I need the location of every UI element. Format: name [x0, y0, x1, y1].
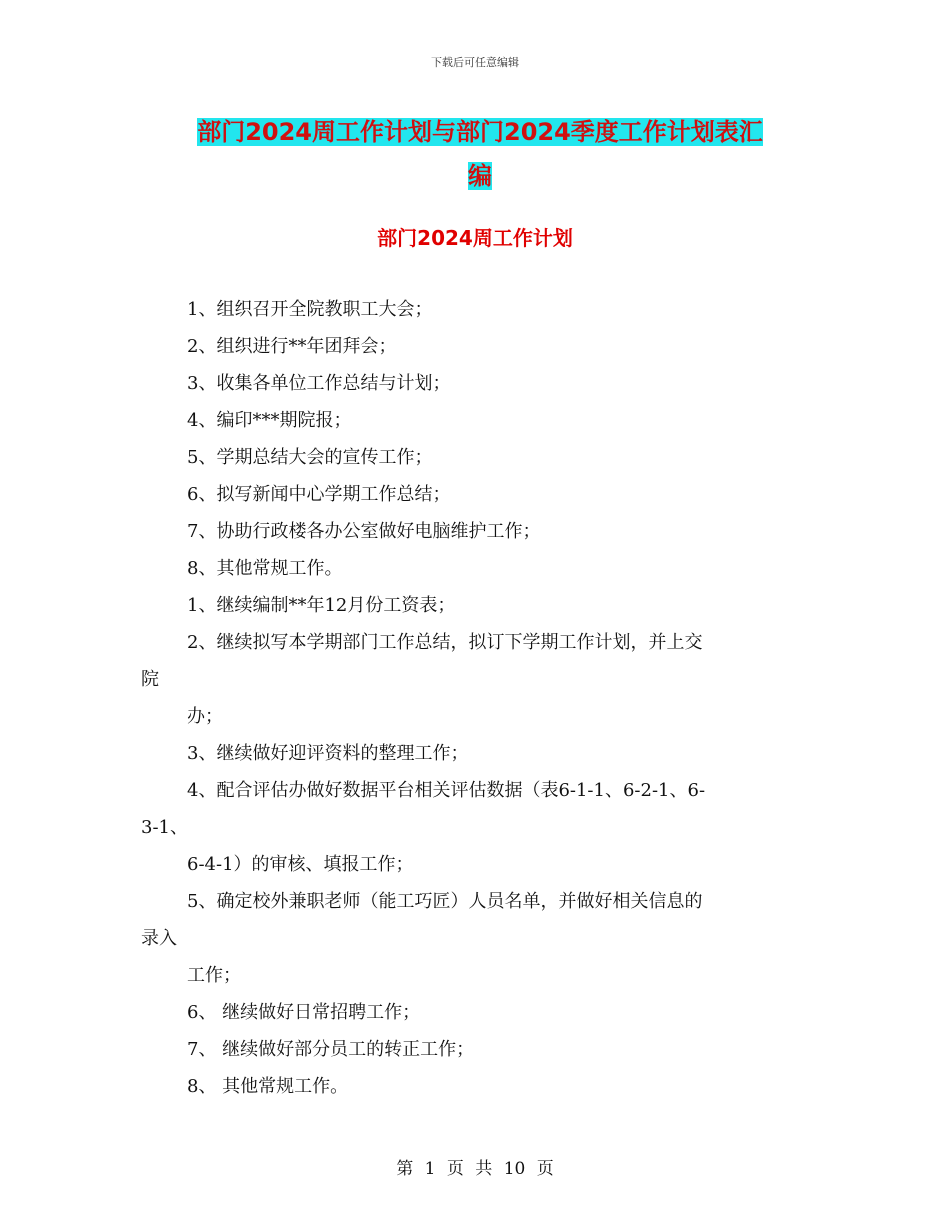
body-line: 办；: [187, 706, 223, 727]
body-line: 2、继续拟写本学期部门工作总结，拟订下学期工作计划，并上交: [187, 632, 703, 653]
body-line: 2、组织进行**年团拜会；: [187, 336, 397, 357]
body-line: 工作；: [187, 965, 241, 986]
body-line: 8、 其他常规工作。: [187, 1076, 349, 1097]
body-line: 6-4-1）的审核、填报工作；: [187, 854, 414, 875]
body-line: 6、 继续做好日常招聘工作；: [187, 1002, 421, 1023]
body-line: 5、确定校外兼职老师（能工巧匠）人员名单，并做好相关信息的: [187, 891, 703, 912]
body-line: 7、协助行政楼各办公室做好电脑维护工作；: [187, 521, 541, 542]
body-line: 院: [141, 669, 159, 690]
body-line: 1、继续编制**年12月份工资表；: [187, 595, 456, 616]
body-line: 7、 继续做好部分员工的转正工作；: [187, 1039, 475, 1060]
document-title-line-1: 部门2024周工作计划与部门2024季度工作计划表汇: [197, 118, 763, 146]
body-line: 3、继续做好迎评资料的整理工作；: [187, 743, 469, 764]
body-line: 4、编印***期院报；: [187, 410, 352, 431]
body-line: 3-1、: [141, 817, 188, 838]
body-line: 1、组织召开全院教职工大会；: [187, 299, 433, 320]
document-title: [140, 110, 820, 198]
body-line: 5、学期总结大会的宣传工作；: [187, 447, 433, 468]
download-note: 下载后可任意编辑: [431, 56, 519, 69]
body-line: 3、收集各单位工作总结与计划；: [187, 373, 451, 394]
page-footer: 第 1 页 共 10 页: [396, 1159, 554, 1179]
body-line: 4、配合评估办做好数据平台相关评估数据（表6-1-1、6-2-1、6-: [187, 780, 706, 801]
body-line: 录入: [141, 928, 177, 949]
section-title: 部门2024周工作计划: [377, 226, 573, 250]
document-title-line-2: 编: [468, 162, 492, 190]
body-line: 6、拟写新闻中心学期工作总结；: [187, 484, 451, 505]
body-line: 8、其他常规工作。: [187, 558, 343, 579]
